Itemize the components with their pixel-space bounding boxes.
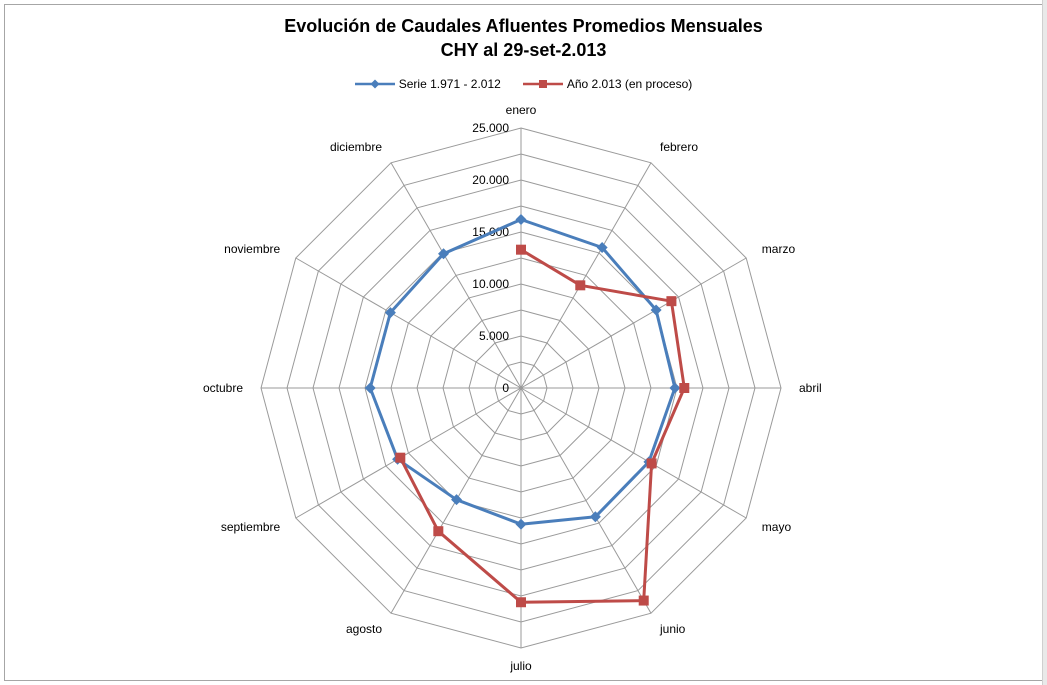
category-label-febrero: febrero	[660, 140, 699, 155]
radial-tick-label: 15.000	[472, 225, 509, 239]
category-label-agosto: agosto	[345, 621, 382, 636]
data-point-abril	[669, 383, 680, 394]
category-label-septiembre: septiembre	[220, 520, 281, 534]
grid-spoke	[296, 388, 521, 518]
category-label-junio: junio	[660, 621, 686, 636]
radial-tick-label: 25.000	[472, 121, 509, 135]
radial-tick-label: 20.000	[472, 173, 509, 187]
grid-spoke	[521, 388, 746, 518]
radial-tick-label: 10.000	[472, 277, 509, 291]
data-point-septiembre	[395, 453, 405, 463]
data-series	[365, 214, 690, 607]
data-point-julio	[516, 519, 527, 530]
grid-spoke	[391, 163, 521, 388]
category-label-mayo: mayo	[761, 520, 792, 534]
category-label-octubre: octubre	[202, 381, 243, 395]
chart-subtitle: CHY al 29-set-2.013	[440, 40, 607, 60]
radial-tick-label: 5.000	[478, 329, 509, 343]
category-label-julio: julio	[510, 659, 532, 673]
category-label-marzo: marzo	[761, 242, 796, 256]
data-point-febrero	[575, 280, 585, 290]
data-point-marzo	[666, 296, 676, 306]
data-point-abril	[679, 383, 689, 393]
grid-spoke	[521, 258, 746, 388]
series-line-0	[370, 220, 675, 525]
data-point-junio	[639, 596, 649, 606]
data-point-enero	[516, 214, 527, 225]
grid-spoke	[521, 388, 651, 613]
legend-label-serie-historica: Serie 1.971 - 2.012	[398, 77, 501, 91]
radial-tick-label: 0	[502, 381, 509, 395]
chart-title: Evolución de Caudales Afluentes Promedios Mensuales	[284, 16, 763, 36]
category-label-abril: abril	[799, 381, 822, 395]
data-point-enero	[516, 245, 526, 255]
legend-label-anio-2013: Año 2.013 (en proceso)	[566, 77, 693, 91]
data-point-mayo	[647, 458, 657, 468]
category-label-enero: enero	[505, 103, 537, 117]
data-point-agosto	[433, 526, 443, 536]
radar-grid	[261, 128, 781, 648]
data-point-julio	[516, 597, 526, 607]
category-label-noviembre: noviembre	[224, 242, 281, 256]
grid-spoke	[521, 163, 651, 388]
category-label-diciembre: diciembre	[329, 140, 382, 155]
